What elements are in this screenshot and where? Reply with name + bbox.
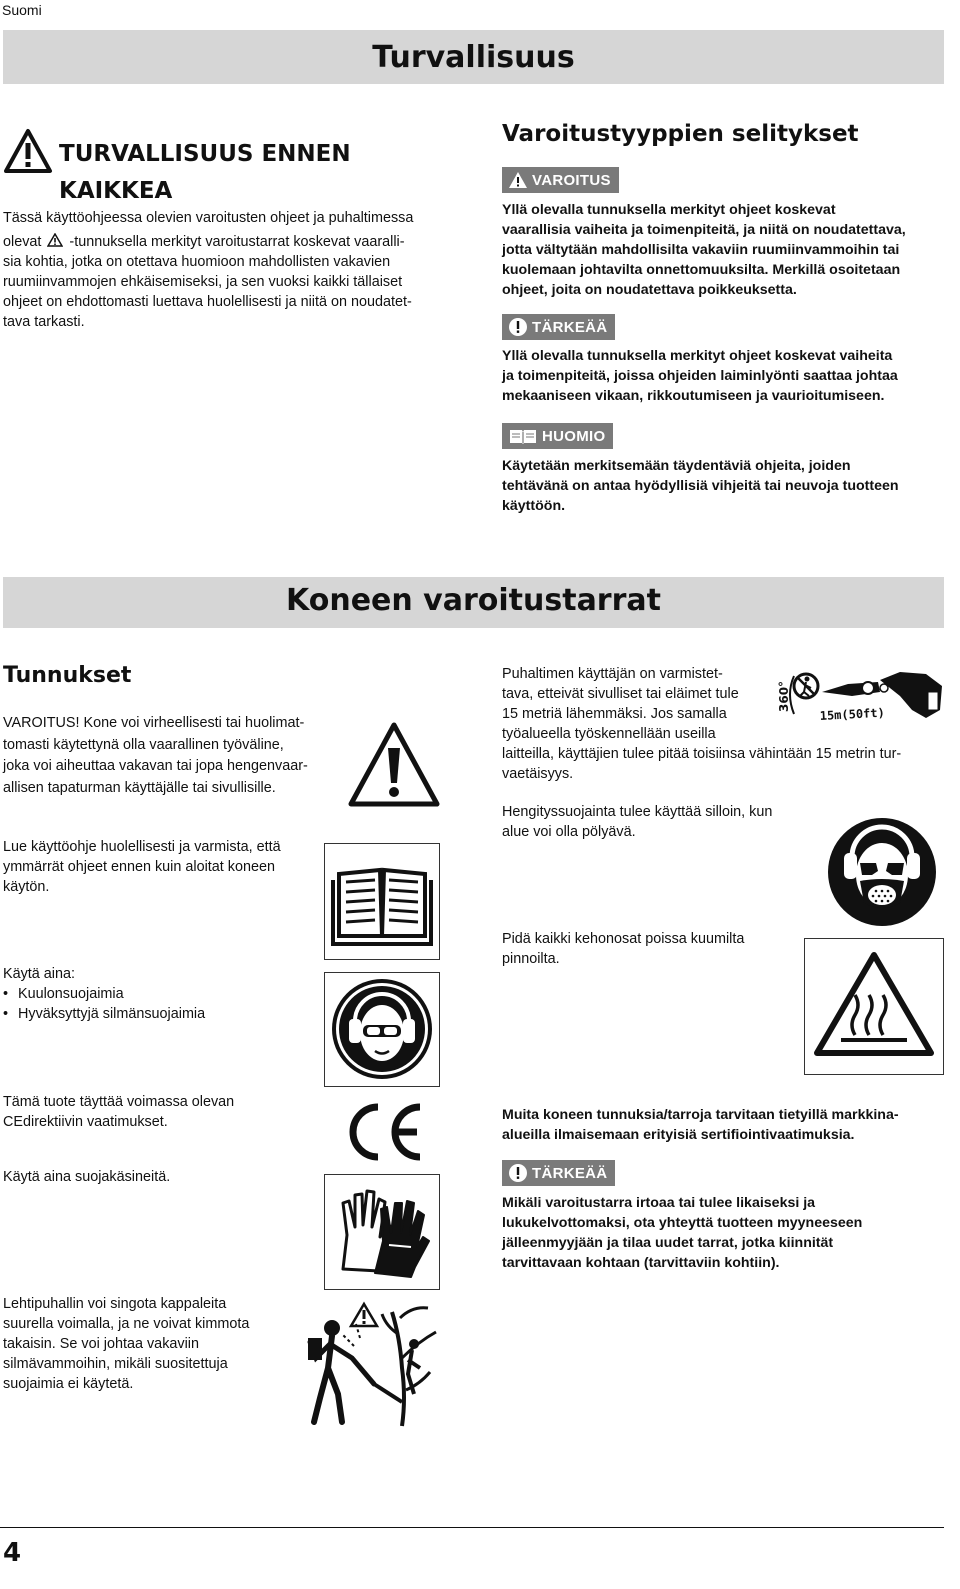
other-labels-text: Muita koneen tunnuksia/tarroja tarvitaan tietyillä markkina- alueilla ilmaisemaan erityisiä sertifiointivaatimuksia.: [502, 1107, 899, 1143]
warning-triangle-icon: [3, 128, 53, 179]
gloves-text: Käytä aina suojakäsineitä.: [3, 1169, 171, 1185]
safety-first-heading: TURVALLISUUS ENNEN KAIKKEA: [59, 141, 351, 204]
exclamation-circle-icon: [508, 317, 528, 337]
safety-distance-text: Puhaltimen käyttäjän on varmistet- tava, etteivät sivulliset tai eläimet tule 15 metriä lähemmäksi. Jos samalla työalueella työskennellään useilla laitteilla, käyttäjien tulee pitää toisiinsa vähintään 15 metrin tur- vaetäisyys.: [502, 666, 902, 782]
footer-rule: [0, 1527, 944, 1528]
warning-description: Yllä olevalla tunnuksella merkityt ohjeet koskevat vaarallisia vaiheita ja toimenpiteitä, ja niitä on noudatettava, jotta vältytään mahdollisilta vakaviin ruumiinvammoihin tai kuolemaan johtavilta onnettomuuksilta. Merkillä osoitetaan ohjeet, joita on noudatettava poikkeuksetta.: [502, 202, 906, 298]
respirator-icon: [826, 817, 938, 932]
flying-debris-icon: [302, 1298, 442, 1433]
debris-text: Lehtipuhallin voi singota kappaleita suurella voimalla, ja ne voivat kimmota takaisin. Se voi johtaa vakaviin silmävammoihin, mikäli suositettuja suojaimia ei käytetä.: [3, 1296, 250, 1392]
page-number: 4: [3, 1538, 22, 1568]
machine-warning-text: VAROITUS! Kone voi virheellisesti tai huolimat- tomasti käytettynä olla vaarallinen työväline, joka voi aiheuttaa vakavan tai jopa hengenvaar- allisen tapaturman käyttäjälle tai sivullisille.: [3, 715, 308, 796]
language-label: Suomi: [2, 2, 42, 18]
read-manual-icon: [324, 843, 440, 960]
list-item: • Hyväksyttyjä silmänsuojaimia: [3, 1004, 205, 1024]
note-description: Käytetään merkitsemään täydentäviä ohjeita, joiden tehtävänä on antaa hyödyllisiä vihjeitä tai neuvoja tuotteen käyttöön.: [502, 458, 899, 514]
warning-triangle-icon: [508, 171, 528, 189]
section-title: Koneen varoitustarrat: [286, 583, 661, 618]
inline-warning-icon: [47, 233, 63, 247]
page-title: Turvallisuus: [372, 40, 575, 75]
always-use-text: Käytä aina: • Kuulonsuojaimia • Hyväksyttyjä silmänsuojaimia: [3, 964, 205, 1024]
note-badge: HUOMIO: [502, 423, 613, 449]
hot-surface-icon: [804, 938, 944, 1075]
hot-surface-text: Pidä kaikki kehonosat poissa kuumilta pinnoilta.: [502, 931, 745, 967]
important-description: Yllä olevalla tunnuksella merkityt ohjeet koskevat vaiheita ja toimenpiteitä, joissa ohjeiden laiminlyönti saattaa johtaa mekaaniseen vikaan, rikkoutumiseen ja vaurioitumiseen.: [502, 348, 898, 404]
safety-distance-icon: [776, 666, 946, 733]
general-warning-icon: [347, 720, 441, 813]
symbols-heading: Tunnukset: [3, 663, 132, 688]
gloves-icon: [324, 1174, 440, 1290]
respirator-text: Hengityssuojainta tulee käyttää silloin, kun alue voi olla pölyävä.: [502, 804, 773, 840]
section-banner-safety: [3, 30, 944, 84]
important-badge: TÄRKEÄÄ: [502, 314, 615, 340]
ear-eye-protection-icon: [324, 972, 440, 1087]
label-replacement-text: Mikäli varoitustarra irtoaa tai tulee likaiseksi ja lukukelvottomaksi, ota yhteyttä tuotteen myyneeseen jälleenmyyjään ja tilaa uudet tarrat, jotka kiinnität tarvittavaan kohtaan (tarvittaviin kohtiin).: [502, 1195, 863, 1271]
exclamation-circle-icon: [508, 1163, 528, 1183]
read-manual-text: Lue käyttöohje huolellisesti ja varmista, että ymmärrät ohjeet ennen kuin aloitat koneen käytön.: [3, 839, 281, 895]
safety-first-text: Tässä käyttöohjeessa olevien varoitusten ohjeet ja puhaltimessa olevat -tunnuksella merkityt varoitustarrat koskevat vaaralli- sia kohtia, jotka on otettava huomioon mahdollisten vakavien ruumiinvammojen ehkäisemiseksi, ja sen vuoksi kaikki tällaiset ohjeet on ehdottomasti luettava huolellisesti ja niitä on noudatet- tava tarkasti.: [3, 210, 414, 330]
protective-gear-list: [3, 984, 205, 1024]
ce-mark-icon: [342, 1099, 426, 1170]
warning-types-heading: Varoitustyyppien selitykset: [502, 121, 859, 147]
distance-label: 15m(50ft): [819, 705, 886, 723]
rotation-angle-label: 360°: [777, 680, 791, 712]
section-banner-labels: [3, 577, 944, 628]
important-badge-2: TÄRKEÄÄ: [502, 1160, 615, 1186]
list-item: • Kuulonsuojaimia: [3, 984, 205, 1004]
warning-badge: VAROITUS: [502, 167, 619, 193]
ce-text: Tämä tuote täyttää voimassa olevan CEdirektiivin vaatimukset.: [3, 1094, 235, 1130]
open-book-icon: [508, 427, 538, 445]
